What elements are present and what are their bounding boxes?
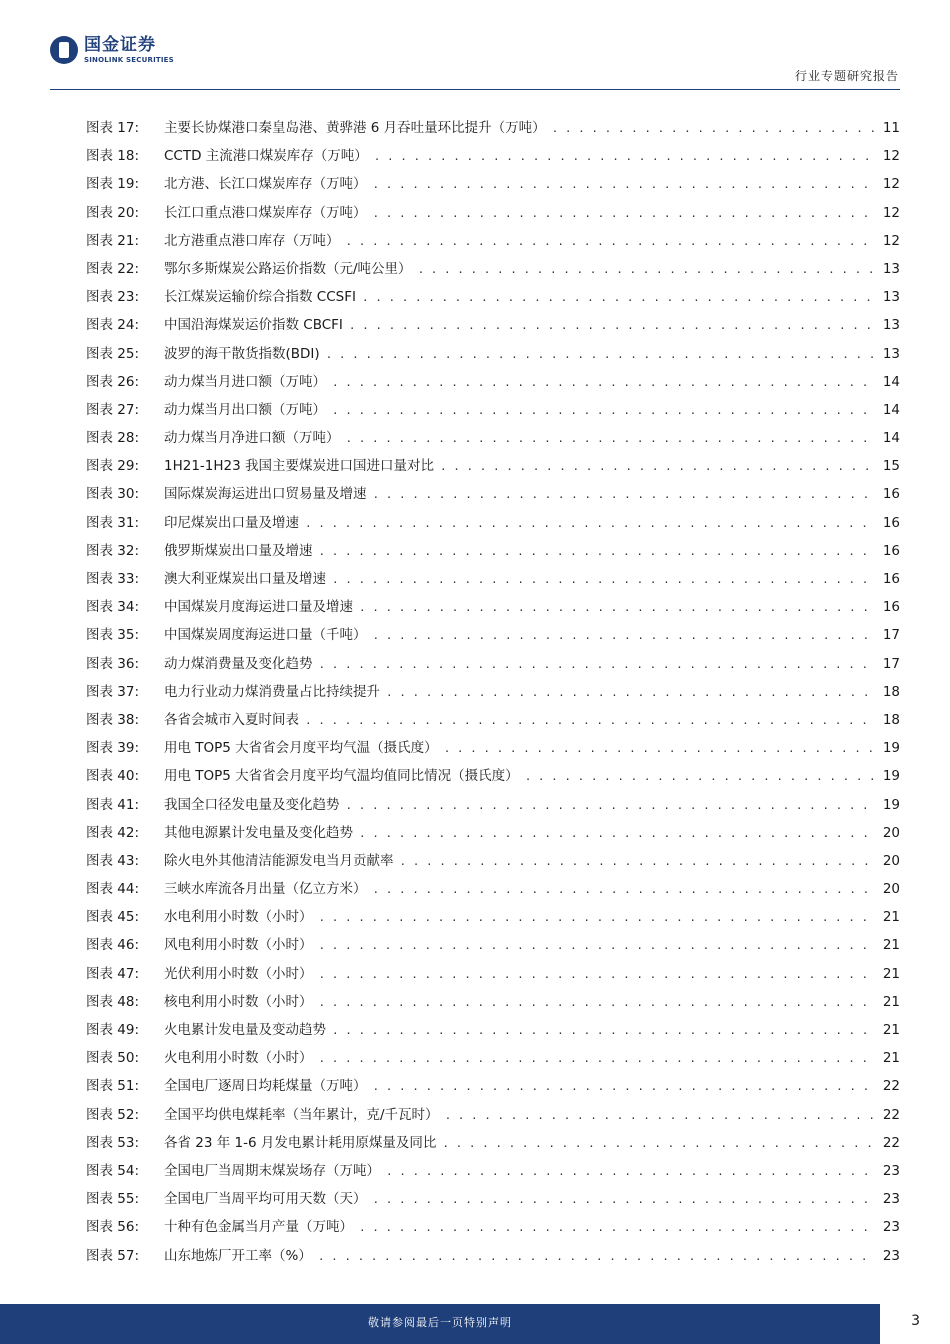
toc-entry[interactable] — [86, 368, 900, 396]
toc-entry-title: 澳大利亚煤炭出口量及增速 — [164, 571, 326, 587]
logo-english-name: SINOLINK SECURITIES — [84, 55, 174, 64]
toc-entry-label: 图表 33: — [86, 571, 140, 587]
toc-entry[interactable] — [86, 283, 900, 311]
toc-entry-title: 火电累计发电量及变动趋势 — [164, 1022, 326, 1038]
toc-entry-title: 山东地炼厂开工率（%） — [164, 1247, 312, 1264]
toc-entry-title: 中国煤炭月度海运进口量及增速 — [164, 599, 353, 616]
toc-entry-label: 图表 49: — [86, 1022, 140, 1038]
toc-entry-title: 波罗的海干散货指数(BDI) — [164, 345, 320, 362]
toc-entry-label: 图表 35: — [86, 627, 140, 644]
toc-entry-page: 23 — [882, 1191, 900, 1208]
toc-entry-page: 22 — [882, 1106, 900, 1123]
toc-entry-title: 用电 TOP5 大省省会月度平均气温（摄氏度） — [164, 740, 438, 757]
toc-entry[interactable] — [86, 847, 900, 875]
toc-entry[interactable] — [86, 819, 900, 847]
toc-entry-title: 各省会城市入夏时间表 — [164, 711, 299, 728]
toc-dot-leader — [332, 1017, 874, 1045]
page-header — [0, 0, 950, 92]
toc-entry-label: 图表 57: — [86, 1247, 140, 1264]
figure-table-of-contents — [86, 114, 900, 1270]
toc-entry-page: 21 — [882, 937, 900, 954]
toc-entry-title: 全国电厂当周期末煤炭场存（万吨） — [164, 1162, 380, 1179]
toc-entry-label: 图表 53: — [86, 1134, 140, 1151]
toc-entry-label: 图表 45: — [86, 909, 140, 926]
toc-entry-label: 图表 19: — [86, 176, 140, 193]
toc-entry[interactable] — [86, 1213, 900, 1241]
toc-dot-leader — [305, 707, 874, 735]
toc-dot-leader — [373, 481, 875, 509]
toc-entry-label: 图表 50: — [86, 1050, 140, 1067]
toc-entry[interactable] — [86, 114, 900, 142]
toc-entry-page: 14 — [882, 430, 900, 447]
toc-dot-leader — [319, 651, 875, 679]
toc-entry-label: 图表 55: — [86, 1191, 140, 1208]
toc-dot-leader — [386, 679, 874, 707]
toc-entry[interactable] — [86, 903, 900, 931]
toc-dot-leader — [346, 228, 875, 256]
logo-chinese-name: 国金证券 — [84, 34, 156, 55]
toc-entry-page: 18 — [882, 711, 900, 728]
toc-entry-title: 其他电源累计发电量及变化趋势 — [164, 824, 353, 841]
toc-entry-page: 12 — [882, 176, 900, 193]
logo-mark-icon — [50, 36, 78, 64]
toc-entry-page: 16 — [882, 486, 900, 503]
toc-entry-label: 图表 39: — [86, 740, 140, 757]
toc-dot-leader — [319, 932, 875, 960]
toc-entry-label: 图表 44: — [86, 881, 140, 898]
toc-dot-leader — [552, 115, 874, 143]
toc-entry[interactable] — [86, 1157, 900, 1185]
toc-entry-title: 中国煤炭周度海运进口量（千吨） — [164, 627, 367, 644]
toc-entry[interactable] — [86, 142, 900, 170]
toc-entry-page: 23 — [882, 1219, 900, 1236]
toc-entry[interactable] — [86, 734, 900, 762]
toc-entry-label: 图表 31: — [86, 514, 140, 531]
toc-entry-title: 水电利用小时数（小时） — [164, 909, 313, 926]
toc-entry-title: 十种有色金属当月产量（万吨） — [164, 1219, 353, 1236]
toc-entry-label: 图表 34: — [86, 599, 140, 616]
toc-dot-leader — [440, 453, 874, 481]
toc-entry-label: 图表 21: — [86, 232, 140, 249]
toc-entry[interactable] — [86, 452, 900, 480]
toc-dot-leader — [305, 510, 874, 538]
toc-dot-leader — [346, 792, 875, 820]
toc-entry-title: 印尼煤炭出口量及增速 — [164, 514, 299, 531]
toc-entry-page: 19 — [882, 768, 900, 785]
toc-dot-leader — [373, 200, 875, 228]
toc-dot-leader — [374, 143, 874, 171]
toc-dot-leader — [318, 1243, 874, 1271]
toc-dot-leader — [442, 1130, 874, 1158]
toc-entry-title: 火电利用小时数（小时） — [164, 1050, 313, 1067]
toc-entry-label: 图表 51: — [86, 1078, 140, 1095]
report-type-label: 行业专题研究报告 — [794, 69, 899, 83]
toc-entry-label: 图表 46: — [86, 937, 140, 954]
toc-entry[interactable] — [86, 255, 900, 283]
header-divider — [50, 89, 900, 90]
toc-entry-title: 北方港、长江口煤炭库存（万吨） — [164, 176, 367, 193]
toc-entry-title: 动力煤当月进口额（万吨） — [164, 373, 326, 390]
toc-dot-leader — [373, 171, 875, 199]
toc-dot-leader — [359, 594, 874, 622]
toc-entry[interactable] — [86, 1016, 900, 1044]
toc-entry-label: 图表 32: — [86, 542, 140, 559]
toc-dot-leader — [359, 1214, 874, 1242]
toc-entry-title: 光伏利用小时数（小时） — [164, 965, 313, 982]
toc-entry-label: 图表 24: — [86, 317, 140, 334]
toc-entry-label: 图表 37: — [86, 683, 140, 700]
toc-entry-label: 图表 17: — [86, 120, 140, 136]
toc-entry-label: 图表 38: — [86, 711, 140, 728]
toc-entry-page: 16 — [882, 514, 900, 531]
toc-entry[interactable] — [86, 931, 900, 959]
toc-entry-title: 俄罗斯煤炭出口量及增速 — [164, 542, 313, 559]
toc-dot-leader — [373, 1073, 875, 1101]
toc-entry[interactable] — [86, 621, 900, 649]
toc-entry[interactable] — [86, 424, 900, 452]
toc-entry[interactable] — [86, 199, 900, 227]
toc-entry[interactable] — [86, 480, 900, 508]
toc-entry-label: 图表 22: — [86, 260, 140, 277]
toc-entry-label: 图表 41: — [86, 796, 140, 813]
toc-entry[interactable] — [86, 509, 900, 537]
toc-entry-label: 图表 48: — [86, 993, 140, 1010]
toc-entry-label: 图表 23: — [86, 289, 140, 306]
toc-entry[interactable] — [86, 537, 900, 565]
toc-entry-page: 14 — [882, 373, 900, 390]
toc-entry-page: 19 — [882, 796, 900, 813]
toc-entry[interactable] — [86, 1185, 900, 1213]
toc-entry-page: 20 — [882, 881, 900, 898]
toc-entry-title: 动力煤当月净进口额（万吨） — [164, 430, 340, 447]
toc-entry[interactable] — [86, 875, 900, 903]
toc-entry-label: 图表 29: — [86, 458, 140, 475]
toc-entry-page: 17 — [882, 655, 900, 672]
toc-entry-page: 12 — [882, 204, 900, 221]
toc-entry-page: 21 — [882, 965, 900, 982]
toc-entry-title: 动力煤消费量及变化趋势 — [164, 655, 313, 672]
toc-entry-label: 图表 36: — [86, 655, 140, 672]
toc-entry-title: 除火电外其他清洁能源发电当月贡献率 — [164, 852, 394, 869]
toc-entry-page: 22 — [882, 1134, 900, 1151]
toc-dot-leader — [326, 341, 874, 369]
toc-entry-page: 12 — [882, 148, 900, 165]
toc-entry-title: 全国电厂逐周日均耗煤量（万吨） — [164, 1078, 367, 1095]
toc-dot-leader — [362, 284, 874, 312]
toc-entry-label: 图表 30: — [86, 486, 140, 503]
toc-entry-page: 21 — [882, 993, 900, 1010]
toc-entry-page: 19 — [882, 740, 900, 757]
toc-entry-label: 图表 42: — [86, 824, 140, 841]
toc-entry-title: 北方港重点港口库存（万吨） — [164, 232, 340, 249]
toc-entry-page: 21 — [882, 1050, 900, 1067]
toc-entry-page: 20 — [882, 824, 900, 841]
footer-notice: 敬请参阅最后一页特别声明 — [368, 1316, 512, 1329]
toc-dot-leader — [332, 566, 874, 594]
toc-entry-title: 中国沿海煤炭运价指数 CBCFI — [164, 317, 343, 334]
toc-entry-page: 20 — [882, 852, 900, 869]
toc-dot-leader — [319, 989, 875, 1017]
toc-entry-label: 图表 43: — [86, 852, 140, 869]
toc-dot-leader — [373, 622, 875, 650]
toc-entry-title: 鄂尔多斯煤炭公路运价指数（元/吨公里） — [164, 260, 412, 277]
toc-entry-label: 图表 56: — [86, 1219, 140, 1236]
toc-entry[interactable] — [86, 706, 900, 734]
toc-entry-label: 图表 40: — [86, 768, 140, 785]
company-logo — [50, 36, 174, 64]
toc-entry[interactable] — [86, 1044, 900, 1072]
toc-entry-title: 长江煤炭运输价综合指数 CCSFI — [164, 289, 356, 306]
toc-entry-label: 图表 20: — [86, 204, 140, 221]
toc-dot-leader — [418, 256, 874, 284]
toc-dot-leader — [346, 425, 875, 453]
toc-dot-leader — [319, 904, 875, 932]
toc-entry-title: 我国全口径发电量及变化趋势 — [164, 796, 340, 813]
toc-entry-page: 16 — [882, 542, 900, 559]
toc-entry-label: 图表 52: — [86, 1106, 140, 1123]
toc-entry-page: 13 — [882, 345, 900, 362]
toc-entry[interactable] — [86, 311, 900, 339]
toc-entry-title: 国际煤炭海运进出口贸易量及增速 — [164, 486, 367, 503]
toc-entry[interactable] — [86, 1129, 900, 1157]
toc-entry[interactable] — [86, 1242, 900, 1270]
toc-entry-title: 全国平均供电煤耗率（当年累计，克/千瓦时） — [164, 1106, 439, 1123]
toc-entry-title: 电力行业动力煤消费量占比持续提升 — [164, 683, 380, 700]
toc-entry-page: 16 — [882, 571, 900, 587]
toc-entry-label: 图表 26: — [86, 373, 140, 390]
toc-dot-leader — [386, 1158, 874, 1186]
toc-entry-title: 1H21-1H23 我国主要煤炭进口国进口量对比 — [164, 458, 434, 475]
toc-entry-title: 核电利用小时数（小时） — [164, 993, 313, 1010]
toc-entry[interactable] — [86, 988, 900, 1016]
toc-entry[interactable] — [86, 593, 900, 621]
toc-entry-page: 21 — [882, 909, 900, 926]
toc-entry-label: 图表 27: — [86, 401, 140, 418]
toc-entry-title: 动力煤当月出口额（万吨） — [164, 401, 326, 418]
toc-dot-leader — [319, 961, 875, 989]
toc-entry-label: 图表 28: — [86, 430, 140, 447]
toc-entry-page: 17 — [882, 627, 900, 644]
toc-dot-leader — [373, 1186, 875, 1214]
toc-entry-page: 16 — [882, 599, 900, 616]
toc-dot-leader — [332, 397, 874, 425]
toc-entry-page: 23 — [882, 1162, 900, 1179]
toc-entry[interactable] — [86, 170, 900, 198]
toc-entry[interactable] — [86, 650, 900, 678]
toc-dot-leader — [444, 735, 874, 763]
toc-dot-leader — [332, 369, 874, 397]
toc-entry-title: 用电 TOP5 大省省会月度平均气温均值同比情况（摄氏度） — [164, 768, 519, 785]
toc-entry-label: 图表 54: — [86, 1162, 140, 1179]
page-number: 3 — [911, 1313, 920, 1329]
toc-entry[interactable] — [86, 340, 900, 368]
toc-entry[interactable] — [86, 762, 900, 790]
toc-entry-page: 11 — [882, 120, 900, 136]
toc-entry[interactable] — [86, 678, 900, 706]
toc-dot-leader — [349, 312, 874, 340]
toc-entry-page: 13 — [882, 317, 900, 334]
toc-entry-title: 全国电厂当周平均可用天数（天） — [164, 1191, 367, 1208]
toc-entry-page: 15 — [882, 458, 900, 475]
toc-entry-title: 主要长协煤港口秦皇岛港、黄骅港 6 月吞吐量环比提升（万吨） — [164, 120, 546, 136]
toc-dot-leader — [319, 1045, 875, 1073]
toc-entry[interactable] — [86, 791, 900, 819]
toc-entry-page: 12 — [882, 232, 900, 249]
toc-dot-leader — [373, 876, 875, 904]
toc-entry[interactable] — [86, 227, 900, 255]
toc-entry-label: 图表 47: — [86, 965, 140, 982]
toc-entry[interactable] — [86, 960, 900, 988]
toc-dot-leader — [525, 763, 874, 791]
toc-dot-leader — [445, 1102, 874, 1130]
toc-entry[interactable] — [86, 1101, 900, 1129]
toc-entry-page: 22 — [882, 1078, 900, 1095]
toc-entry-label: 图表 18: — [86, 148, 140, 165]
toc-entry-page: 18 — [882, 683, 900, 700]
toc-entry-title: 各省 23 年 1-6 月发电累计耗用原煤量及同比 — [164, 1134, 437, 1151]
toc-dot-leader — [319, 538, 875, 566]
toc-entry-title: 长江口重点港口煤炭库存（万吨） — [164, 204, 367, 221]
toc-entry-page: 14 — [882, 401, 900, 418]
toc-entry-page: 23 — [882, 1247, 900, 1264]
toc-entry[interactable] — [86, 396, 900, 424]
toc-entry-page: 13 — [882, 260, 900, 277]
toc-dot-leader — [400, 848, 875, 876]
toc-entry[interactable] — [86, 565, 900, 593]
toc-entry-title: 风电利用小时数（小时） — [164, 937, 313, 954]
toc-entry-label: 图表 25: — [86, 345, 140, 362]
toc-entry-page: 21 — [882, 1022, 900, 1038]
toc-entry-title: CCTD 主流港口煤炭库存（万吨） — [164, 148, 368, 165]
toc-entry[interactable] — [86, 1072, 900, 1100]
toc-dot-leader — [359, 820, 874, 848]
toc-entry-title: 三峡水库流各月出量（亿立方米） — [164, 881, 367, 898]
toc-entry-page: 13 — [882, 289, 900, 306]
